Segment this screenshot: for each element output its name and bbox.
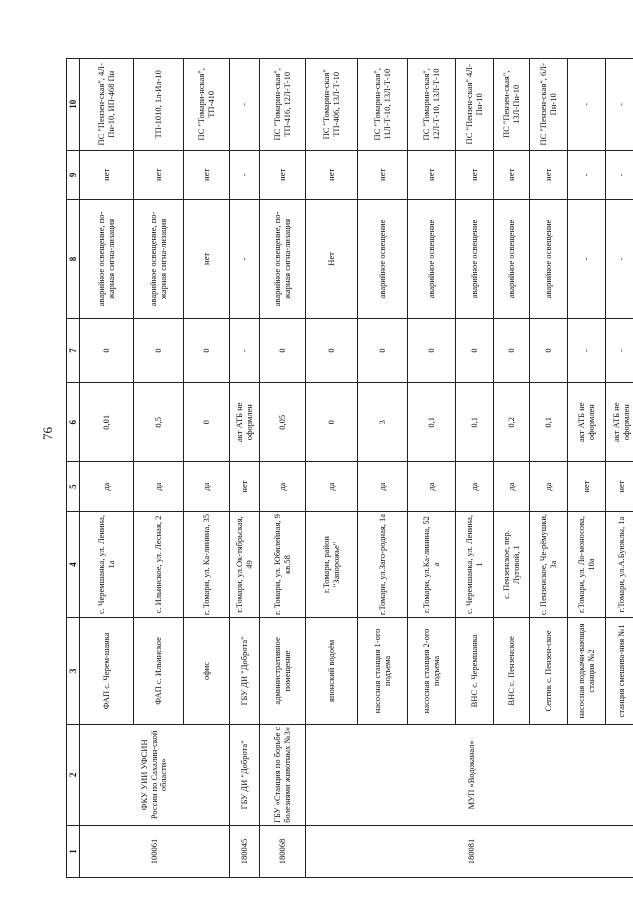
address-cell: г.Томари, ул. Ло-моносова, 10а bbox=[568, 511, 606, 617]
value-cell: 0,5 bbox=[134, 383, 184, 462]
supply-cell: - bbox=[230, 59, 260, 151]
value-cell: нет bbox=[358, 150, 408, 199]
object-cell: ФАП с. Ильинское bbox=[134, 618, 184, 724]
value-cell: нет bbox=[134, 150, 184, 199]
org-code-cell: 100061 bbox=[80, 826, 230, 878]
value-cell: да bbox=[260, 462, 306, 511]
supply-cell: - bbox=[606, 59, 633, 151]
object-cell: ВНС с. Черемшанка bbox=[456, 618, 494, 724]
value-cell: аварийное освещение, по-жарная сигна-лизация bbox=[134, 200, 184, 319]
org-code-cell: 180045 bbox=[230, 826, 260, 878]
address-cell: с. Черемшанка, ул. Ленина, 1а bbox=[80, 511, 134, 617]
object-cell: ФАП с. Черем-шанка bbox=[80, 618, 134, 724]
table-row bbox=[306, 59, 358, 878]
value-cell: Нет bbox=[306, 200, 358, 319]
value-cell: аварийное освещение bbox=[494, 200, 530, 319]
value-cell: 0,1 bbox=[456, 383, 494, 462]
value-cell: аварийное освещение bbox=[530, 200, 568, 319]
address-cell: г. Томари, ул. Юбилейная, 9 кв.58 bbox=[260, 511, 306, 617]
org-name-cell: ГБУ «Станция по борьбе с болезнями животных №3» bbox=[260, 724, 306, 825]
value-cell: да bbox=[494, 462, 530, 511]
address-cell: г.Томари, ул.Заго-родная, 1а bbox=[358, 511, 408, 617]
value-cell: нет bbox=[184, 200, 230, 319]
supply-cell: ТП-1010, 1л-Ил-10 bbox=[134, 59, 184, 151]
header-cell: 1 bbox=[67, 826, 80, 878]
value-cell: да bbox=[456, 462, 494, 511]
object-cell: ГБУ ДИ "Доброта" bbox=[230, 618, 260, 724]
value-cell: да bbox=[358, 462, 408, 511]
supply-cell: ПС "Пензен-ская", 4Л-Пн-10, ИП-468 Пн bbox=[80, 59, 134, 151]
object-cell: Септик с. Пензен-ское bbox=[530, 618, 568, 724]
value-cell: 0,2 bbox=[494, 383, 530, 462]
header-cell: 3 bbox=[67, 618, 80, 724]
rotated-table-container bbox=[66, 58, 631, 878]
value-cell: 0,1 bbox=[530, 383, 568, 462]
value-cell: 0 bbox=[306, 383, 358, 462]
value-cell: 0 bbox=[530, 318, 568, 382]
value-cell: 0,05 bbox=[260, 383, 306, 462]
value-cell: да bbox=[530, 462, 568, 511]
value-cell: нет bbox=[494, 150, 530, 199]
value-cell: - bbox=[230, 150, 260, 199]
address-cell: г.Томари, ул.Ка-линина, 52 а bbox=[408, 511, 456, 617]
supply-cell: - bbox=[568, 59, 606, 151]
header-cell: 7 bbox=[67, 318, 80, 382]
value-cell: аварийное освещение bbox=[408, 200, 456, 319]
table-row bbox=[80, 59, 134, 878]
object-cell: насосная станция 1-ого подъема bbox=[358, 618, 408, 724]
supply-cell: ПС "Пензен-ская" 4Л-Пн-10 bbox=[456, 59, 494, 151]
address-cell: с. Пензенское, Че-рёмушки, 3а bbox=[530, 511, 568, 617]
header-row bbox=[67, 59, 80, 878]
address-cell: с. Черемшанка, ул. Ленина, 1 bbox=[456, 511, 494, 617]
object-cell: станция смешива-ния №1 bbox=[606, 618, 633, 724]
value-cell: 0 bbox=[80, 318, 134, 382]
header-cell: 6 bbox=[67, 383, 80, 462]
value-cell: 0,01 bbox=[80, 383, 134, 462]
value-cell: нет bbox=[568, 462, 606, 511]
value-cell: 0 bbox=[134, 318, 184, 382]
value-cell: да bbox=[80, 462, 134, 511]
header-cell: 8 bbox=[67, 200, 80, 319]
value-cell: 0 bbox=[408, 318, 456, 382]
address-cell: с. Ильинское, ул. Лесная, 2 bbox=[134, 511, 184, 617]
header-cell: 10 bbox=[67, 59, 80, 151]
org-code-cell: 180068 bbox=[260, 826, 306, 878]
value-cell: - bbox=[568, 318, 606, 382]
address-cell: г. Томари, ул. Ка-линина, 35 bbox=[184, 511, 230, 617]
address-cell: г.Томари, ул.А.Буюклы, 1а bbox=[606, 511, 633, 617]
value-cell: - bbox=[230, 200, 260, 319]
address-cell: г.Томари, район "Запорожье" bbox=[306, 511, 358, 617]
header-cell: 4 bbox=[67, 511, 80, 617]
value-cell: 0 bbox=[260, 318, 306, 382]
value-cell: акт АТБ не оформлен bbox=[568, 383, 606, 462]
value-cell: - bbox=[230, 318, 260, 382]
value-cell: 3 bbox=[358, 383, 408, 462]
object-cell: ВНС с. Пензенское bbox=[494, 618, 530, 724]
value-cell: - bbox=[606, 318, 633, 382]
org-name-cell: МУП «Водоканал» bbox=[306, 724, 633, 825]
value-cell: нет bbox=[260, 150, 306, 199]
table-row bbox=[260, 59, 306, 878]
object-cell: административное помещение bbox=[260, 618, 306, 724]
value-cell: 0 bbox=[494, 318, 530, 382]
value-cell: 0 bbox=[456, 318, 494, 382]
value-cell: нет bbox=[230, 462, 260, 511]
value-cell: аварийное освещение, по-жарная сигна-лизация bbox=[260, 200, 306, 319]
supply-cell: ПС "Пензен-ская", 13Л-Пн-10 bbox=[494, 59, 530, 151]
header-cell: 9 bbox=[67, 150, 80, 199]
table-row bbox=[230, 59, 260, 878]
value-cell: - bbox=[568, 200, 606, 319]
value-cell: акт АТБ не оформлен bbox=[230, 383, 260, 462]
object-cell: офис bbox=[184, 618, 230, 724]
value-cell: да bbox=[134, 462, 184, 511]
value-cell: нет bbox=[408, 150, 456, 199]
data-table bbox=[66, 58, 633, 878]
supply-cell: ПС "Томарин-ская", 12Л-Т-10, 13Л-Т-10 bbox=[408, 59, 456, 151]
value-cell: - bbox=[606, 200, 633, 319]
value-cell: да bbox=[408, 462, 456, 511]
address-cell: г.Томари, ул.Ок-тябрьская, 49 bbox=[230, 511, 260, 617]
value-cell: да bbox=[184, 462, 230, 511]
value-cell: 0 bbox=[184, 318, 230, 382]
value-cell: да bbox=[306, 462, 358, 511]
header-cell: 2 bbox=[67, 724, 80, 825]
header-cell: 5 bbox=[67, 462, 80, 511]
value-cell: 0 bbox=[184, 383, 230, 462]
org-name-cell: ГБУ ДИ "Доброта" bbox=[230, 724, 260, 825]
value-cell: 0 bbox=[306, 318, 358, 382]
value-cell: 0,1 bbox=[408, 383, 456, 462]
value-cell: аварийное освещение bbox=[456, 200, 494, 319]
address-cell: с. Пензенское, пер. Луговой, 1 bbox=[494, 511, 530, 617]
supply-cell: ПС "Томарин-ская", ТП-416, 12Л-Т-10 bbox=[260, 59, 306, 151]
value-cell: - bbox=[568, 150, 606, 199]
supply-cell: ПС "Томарин-ская", 11Л-Т-10, 13Л-Т-10 bbox=[358, 59, 408, 151]
value-cell: 0 bbox=[358, 318, 408, 382]
value-cell: - bbox=[606, 150, 633, 199]
object-cell: насосная станция 2-ого подъема bbox=[408, 618, 456, 724]
value-cell: нет bbox=[456, 150, 494, 199]
value-cell: нет bbox=[306, 150, 358, 199]
object-cell: японский водоём bbox=[306, 618, 358, 724]
value-cell: нет bbox=[184, 150, 230, 199]
object-cell: насосная подкачи-вающая станция №2 bbox=[568, 618, 606, 724]
value-cell: нет bbox=[80, 150, 134, 199]
value-cell: аварийное освещение, по-жарная сигна-лизация bbox=[80, 200, 134, 319]
supply-cell: ПС "Томари-нская", ТП-410 bbox=[184, 59, 230, 151]
org-name-cell: ФКУ УИИ УФСИН России по Сахалин-ской области» bbox=[80, 724, 230, 825]
supply-cell: ПС "Томарин-ская" ТП-406, 13Л-Т-10 bbox=[306, 59, 358, 151]
org-code-cell: 180081 bbox=[306, 826, 633, 878]
value-cell: нет bbox=[530, 150, 568, 199]
value-cell: акт АТБ не оформлен bbox=[606, 383, 633, 462]
supply-cell: ПС "Пензен-ская", 6Л-Пн-10 bbox=[530, 59, 568, 151]
value-cell: нет bbox=[606, 462, 633, 511]
page-number: 76 bbox=[40, 427, 55, 440]
value-cell: аварийное освещение bbox=[358, 200, 408, 319]
